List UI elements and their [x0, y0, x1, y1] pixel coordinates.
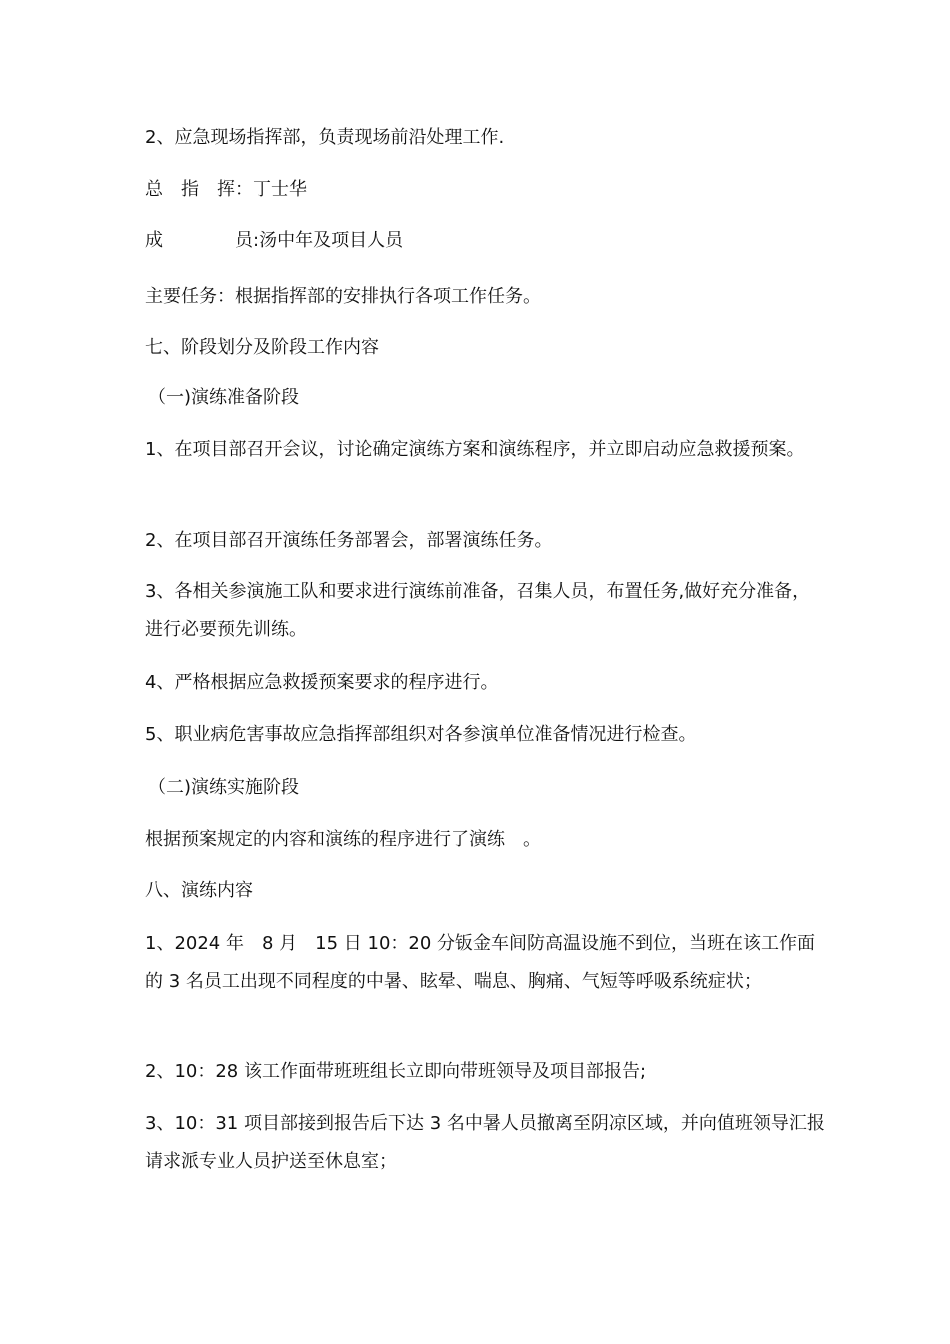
paragraph-chief-commander: 总 指 挥：丁士华	[145, 179, 307, 200]
paragraph-prep-5: 5、职业病危害事故应急指挥部组织对各参演单位准备情况进行检查。	[145, 724, 697, 745]
paragraph-members: 成 员:汤中年及项目人员	[145, 230, 404, 251]
section-heading-drill-content: 八、演练内容	[145, 880, 253, 901]
paragraph-implementation: 根据预案规定的内容和演练的程序进行了演练 。	[145, 829, 541, 850]
paragraph-prep-4: 4、严格根据应急救援预案要求的程序进行。	[145, 672, 499, 693]
paragraph-drill-3: 3、10：31 项目部接到报告后下达 3 名中暑人员撤离至阴凉区域，并向值班领导汇报请求派专业人员护送至休息室；	[145, 1113, 825, 1172]
paragraph-drill-1: 1、2024 年 8 月 15 日 10：20 分钣金车间防高温设施不到位，当班在该工作面的 3 名员工出现不同程度的中暑、眩晕、喘息、胸痛、气短等呼吸系统症状；	[145, 933, 816, 992]
section-heading-stages: 七、阶段划分及阶段工作内容	[145, 337, 379, 358]
subheading-preparation: （一)演练准备阶段	[148, 387, 300, 408]
paragraph-drill-2: 2、10：28 该工作面带班班组长立即向带班领导及项目部报告;	[145, 1061, 647, 1082]
paragraph-prep-1: 1、在项目部召开会议，讨论确定演练方案和演练程序，并立即启动应急救援预案。	[145, 439, 805, 460]
paragraph-field-command: 2、应急现场指挥部，负责现场前沿处理工作.	[145, 127, 505, 148]
paragraph-prep-3: 3、各相关参演施工队和要求进行演练前准备，召集人员，布置任务,做好充分准备，进行必要预先训练。	[145, 581, 811, 640]
paragraph-main-task: 主要任务：根据指挥部的安排执行各项工作任务。	[145, 286, 541, 307]
paragraph-prep-2: 2、在项目部召开演练任务部署会，部署演练任务。	[145, 530, 553, 551]
subheading-implementation: （二)演练实施阶段	[148, 777, 300, 798]
